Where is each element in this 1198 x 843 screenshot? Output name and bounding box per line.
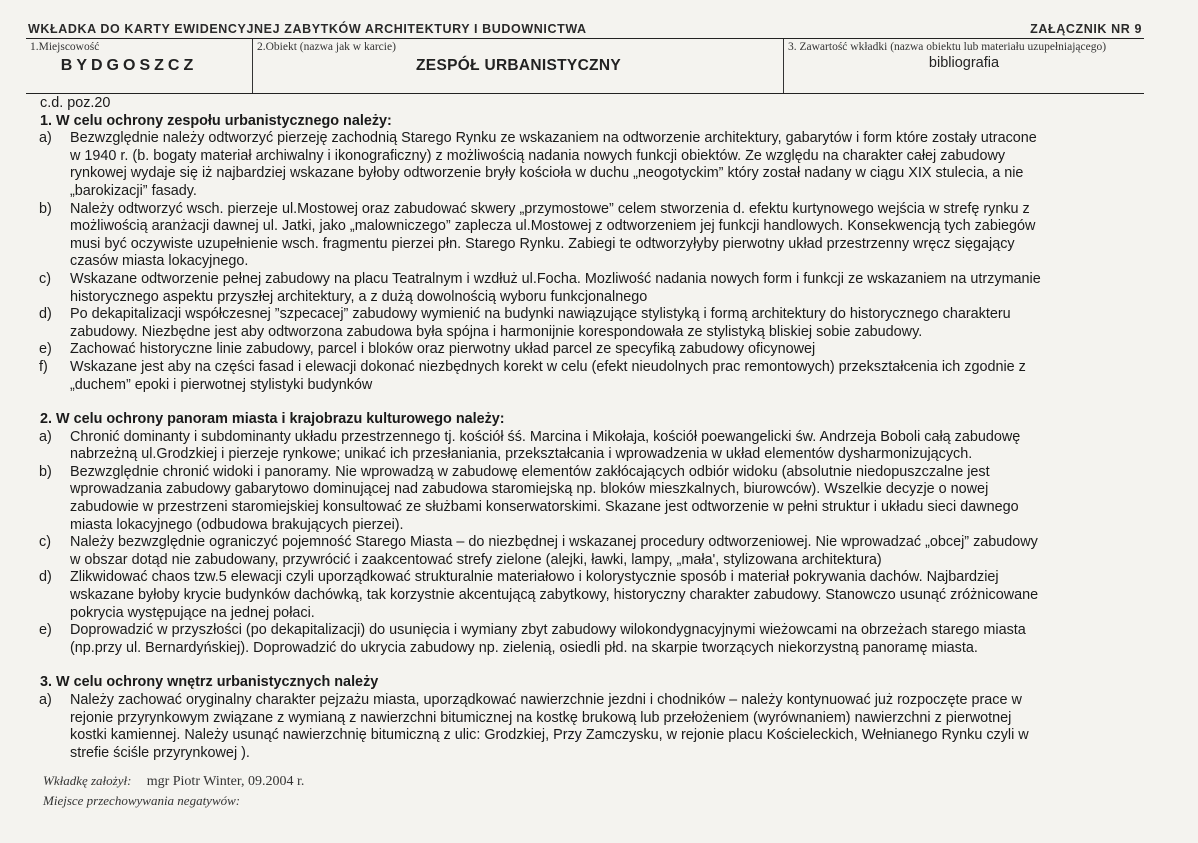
section-title: 2. W celu ochrony panoram miasta i krajobrazu kulturowego należy: — [40, 411, 505, 428]
list-item — [40, 464, 1140, 534]
item-text-line: „duchem” epoki i pierwotnej stylistyki budynków — [70, 376, 373, 393]
item-text-line: Należy odtworzyć wsch. pierzeje ul.Mostowej oraz zabudować skwery „przymostowe” celem stworzenia d. efektu kurtynowego wejścia w strefę rynku z — [70, 200, 1030, 217]
content-label: 3. Zawartość wkładki (nazwa obiektu lub materiału uzupełniającego) — [788, 41, 1107, 53]
item-text-line: w obszar dotąd nie zabudowany, przywrócić i zaakcentować strefy zielone (alejki, ławki, lampy, „mała', stylizowana architektura) — [70, 551, 882, 568]
document-title-bar — [28, 22, 1142, 38]
object-cell — [252, 39, 784, 93]
item-text-line: pokrycia występujące na jednej połaci. — [70, 604, 315, 621]
item-text-line: czasów miasta lokacyjnego. — [70, 253, 249, 270]
content-cell — [783, 39, 1144, 93]
item-text-line: możliwością aranżacji dawnej ul. Jatki, jako „malowniczego” zaplecza ul.Mostowej z odtworzeniem jej funkcji handlowych. Konsekwencją tych zabiegów — [70, 218, 1036, 235]
list-item — [40, 569, 1140, 622]
item-text-line: historycznego aspektu przyszłej architektury, a z dużą dowolnością wyboru funkcjonalnego — [70, 288, 648, 305]
list-item — [40, 359, 1140, 394]
author-label: Wkładkę założył: — [43, 773, 132, 788]
continuation-note: c.d. poz.20 — [40, 95, 111, 111]
section-title: 3. W celu ochrony wnętrz urbanistycznych należy — [40, 674, 379, 691]
item-letter: a) — [39, 692, 52, 708]
attachment-number: ZAŁĄCZNIK NR 9 — [1030, 22, 1142, 36]
locality-cell — [26, 39, 252, 93]
item-letter: c) — [39, 270, 51, 287]
list-item — [40, 201, 1140, 271]
list-item — [40, 534, 1140, 569]
item-text-line: zabudowie w przestrzeni staromiejskiej konsultować ze służbami konserwatorskimi. Skazane jest odtworzenie w pełni struktur i układu sieci dawnego — [70, 499, 1019, 516]
item-text-line: Należy zachować oryginalny charakter pejzażu miasta, uporządkować nawierzchnie jezdni i chodników – należy kontynuować już rozpoczęte prace w — [70, 692, 1022, 708]
item-text-line: rynkowej wydaje się iż najbardziej wskazane byłoby odtworzenie bryły kościoła w duchu „neogotyckim” który został nadany w ciągu XIX stulecia, a nie — [70, 165, 1024, 182]
list-item — [40, 130, 1140, 200]
item-text-line: Wskazane jest aby na części fasad i elewacji dokonać niezbędnych korekt w celu (efekt nieudolnych prac remontowych) przekształcenia ich zgodnie z — [70, 358, 1026, 375]
item-text-line: wprowadzania zabudowy gabarytowo dominującej nad zabudowa staromiejską np. bloków mieszkalnych, biurowców). Wszelkie decyzje o nowej — [70, 481, 989, 498]
list-item — [40, 306, 1140, 341]
item-text-line: miasta lokacyjnego (odbudowa brakujących pierzei). — [70, 516, 404, 533]
item-letter: e) — [39, 341, 52, 358]
item-letter: b) — [39, 463, 52, 480]
item-letter: c) — [39, 534, 51, 551]
item-text-line: musi być oczywiste uzupełnienie wsch. fragmentu pierzei płn. Starego Rynku. Zabiegi te odtworzyłyby pierwotny układ przestrzenny wręcz sięgający — [70, 235, 1015, 252]
item-text-line: Wskazane odtworzenie pełnej zabudowy na placu Teatralnym i wzdłuż ul.Focha. Mozliwość nadania nowych form i funkcji ze wskazaniem na utrzymanie — [70, 270, 1041, 287]
item-text-line: wskazane byłoby krycie budynków dachówką, tak korzystnie akcentującą zabytkowy, historyczny charakter zabudowy. Stanowczo usunąć zróżnicowane — [70, 587, 1039, 604]
item-text-line: Zlikwidować chaos tzw.5 elewacji czyli uporządkować strukturalnie materiałowo i kolorystycznie sposób i materiał pokrywania dachów. Najbardziej — [70, 569, 999, 586]
item-letter: e) — [39, 622, 52, 639]
object-value: ZESPÓŁ URBANISTYCZNY — [416, 57, 621, 74]
section-title: 1. W celu ochrony zespołu urbanistycznego należy: — [40, 112, 392, 129]
locality-label: 1.Miejscowość — [30, 41, 100, 53]
item-letter: a) — [39, 130, 52, 147]
item-letter: d) — [39, 306, 52, 323]
item-text-line: „barokizacji” fasady. — [70, 182, 197, 199]
item-text-line: kostki kamiennej. Należy usunąć nawierzchnię bitumiczną z ulic: Grodzkiej, Przy Zamczysku, w rejonie placu Kościeleckich, Wełnianego Rynku czyli w — [70, 727, 1029, 744]
item-letter: d) — [39, 569, 52, 586]
item-text-line: Po dekapitalizacji współczesnej ”szpecacej” zabudowy wymienić na budynki nawiązujące stylistyką i formą architektury do historycznego charakteru — [70, 306, 1011, 323]
item-text-line: strefie ściśle przyrynkowej ). — [70, 744, 250, 761]
item-text-line: zabudowy. Niezbędne jest aby odtworzona zabudowa była spójna i harmonijnie korespondowała ze stylistyką bliskiej sobie zabudowy. — [70, 323, 923, 340]
item-text-line: (np.przy ul. Bernardyńskiej). Doprowadzić do ukrycia zabudowy np. zielenią, osiedli płd. na skarpie tworzących niekorzystną panoramę miasta. — [70, 639, 978, 656]
header-table — [26, 38, 1144, 94]
item-text-line: rejonie przyrynkowym związane z wymianą z nawierzchni bitumicznej na kostkę brukową lub przełożeniem (wyrównaniem) nawierzchni z pierwotnej — [70, 709, 1012, 726]
item-text-line: w 1940 r. (b. bogaty materiał archiwalny i ikonograficzny) z możliwością nadania nowych funkcji obiektów. Ze względu na charakter całej zabudowy — [70, 147, 1006, 164]
item-letter: b) — [39, 200, 52, 217]
document-title: WKŁADKA DO KARTY EWIDENCYJNEJ ZABYTKÓW ARCHITEKTURY I BUDOWNICTWA — [28, 22, 587, 36]
list-item — [40, 429, 1140, 464]
list-item — [40, 622, 1140, 657]
author-value: mgr Piotr Winter, 09.2004 r. — [146, 774, 305, 789]
item-text-line: Bezwzględnie chronić widoki i panoramy. Nie wprowadzą w zabudowę elementów zakłócających odbiór widoku (absolutnie niedopuszczalne jest — [70, 463, 990, 480]
item-letter: a) — [39, 428, 52, 445]
section-gap — [40, 657, 1140, 674]
document-body — [40, 95, 1140, 762]
content-value: bibliografia — [928, 55, 1000, 71]
item-letter: f) — [39, 358, 48, 375]
list-item — [40, 271, 1140, 306]
item-text-line: Należy bezwzględnie ograniczyć pojemność Starego Miasta – do niezbędnej i wskazanej procedury odtworzeniowej. Nie wprowadzać „obcej” zabudowy — [70, 534, 1038, 551]
item-text-line: Zachować historyczne linie zabudowy, parcel i bloków oraz pierwotny układ parcel ze specyfiką zabudowy oficynowej — [70, 341, 816, 358]
storage-label: Miejsce przechowywania negatywów: — [43, 793, 241, 808]
list-item — [40, 692, 1140, 762]
item-text-line: Doprowadzić w przyszłości (po dekapitalizacji) do usunięcia i wymiany zbyt zabudowy wilokondygnacyjnymi wieżowcami na obrzeżach starego miasta — [70, 622, 1026, 639]
item-text-line: Chronić dominanty i subdominanty układu przestrzennego tj. kościół śś. Marcina i Mikołaja, kościół poewangelicki św. Andrzeja Boboli całą zabudowę — [70, 428, 1021, 445]
locality-value: BYDGOSZCZ — [60, 57, 198, 74]
object-label: 2.Obiekt (nazwa jak w karcie) — [257, 41, 396, 53]
list-item — [40, 341, 1140, 359]
section-gap — [40, 394, 1140, 411]
item-text-line: nabrzeżną ul.Grodzkiej i pierzeje rynkowe; unikać ich przesłaniania, przekształcania i wprowadzenia w układ elementów dysharmonizujących. — [70, 446, 973, 463]
item-text-line: Bezwzględnie należy odtworzyć pierzeję zachodnią Starego Rynku ze wskazaniem na odtworzenie architektury, gabarytów i form które zostały utracone — [70, 130, 1037, 147]
